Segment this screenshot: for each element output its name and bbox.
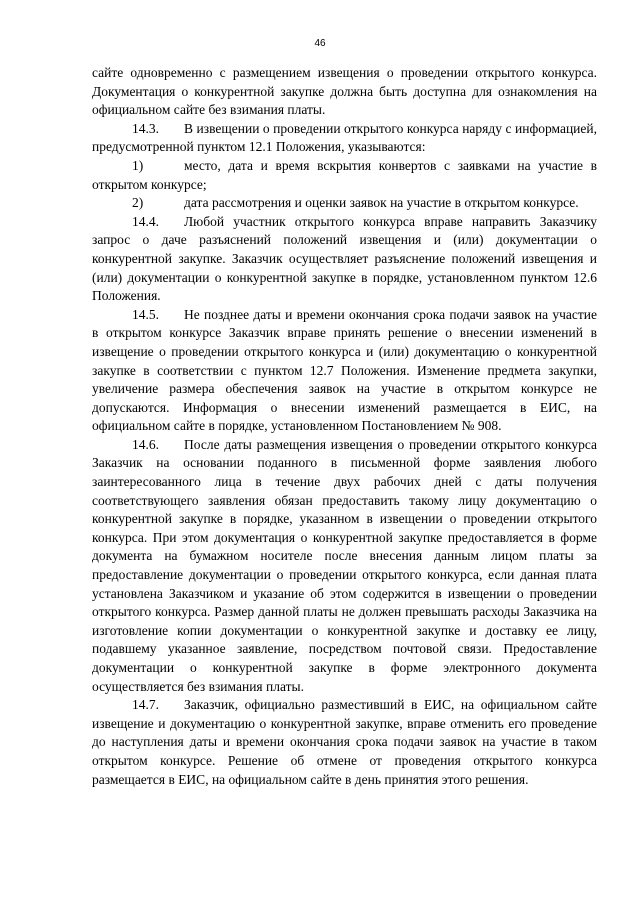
paragraph-14-4: [92, 213, 597, 306]
paragraph-text: Заказчик, официально разместивший в ЕИС, на официальном сайте извещение и документацию о конкурентной закупке, вправе отменить его проведение до наступления даты и времени окончания срока подачи заявок на участие в таком открытом конкурсе. Решение об отмене от проведения открытого конкурса размещается в ЕИС, на официальном сайте в день принятия этого решения.: [92, 697, 597, 787]
paragraph-text: Любой участник открытого конкурса вправе направить Заказчику запрос о даче разъяснений положений извещения и (или) документации о конкурентной закупке. Заказчик осуществляет разъяснение положений извещения и (или) документации о конкурентной закупке в порядке, установленном пунктом 12.6 Положения.: [92, 213, 597, 304]
paragraph-text: Не позднее даты и времени окончания срока подачи заявок на участие в открытом конкурсе Заказчик вправе принять решение о внесении изменений в извещение о проведении открытого конкурса и (или) документацию о конкурентной закупке в соответствии с пунктом 12.7 Положения. Изменение предмета закупки, увеличение размера обеспечения заявок на участие в открытом конкурсе не допускаются. Информация о внесении изменений размещается в ЕИС, на официальном сайте в порядке, установленном Постановлением № 908.: [92, 306, 597, 434]
paragraph-text: дата рассмотрения и оценки заявок на участие в открытом конкурсе.: [184, 195, 579, 211]
clause-number: 14.7.: [132, 697, 159, 713]
clause-number: 14.3.: [132, 120, 159, 136]
list-item-2: [92, 194, 597, 213]
clause-number: 14.5.: [132, 306, 159, 322]
list-number: 1): [132, 157, 144, 173]
paragraph-continuation: [92, 64, 597, 120]
clause-number: 14.6.: [132, 436, 159, 452]
paragraph-text: место, дата и время вскрытия конвертов с заявками на участие в открытом конкурсе;: [92, 157, 597, 192]
paragraph-text: После даты размещения извещения о проведении открытого конкурса Заказчик на основании поданного в письменной форме заявления любого заинтересованного лица в течение двух рабочих дней с даты получения соответствующего заявления обязан предоставить такому лицу документацию о конкурентной закупке в порядке, указанном в извещении о проведении открытого конкурса. При этом документация о конкурентной закупке предоставляется в форме документа на бумажном носителе после внесения данным лицом платы за предоставление документации о проведении открытого конкурса, если данная плата установлена Заказчиком и указание об этом содержится в извещении о проведении открытого конкурса. Размер данной платы не должен превышать расходы Заказчика на изготовление копии документации о конкурентной закупке и доставку ее лицу, подавшему указанное заявление, посредством почтовой связи. Предоставление документации о конкурентной закупке в форме электронного документа осуществляется без взимания платы.: [92, 436, 597, 694]
paragraph-14-6: [92, 436, 597, 696]
paragraph-14-5: [92, 306, 597, 436]
document-body: [92, 64, 597, 789]
page-number: 46: [314, 38, 326, 49]
list-item-1: [92, 157, 597, 194]
clause-number: 14.4.: [132, 213, 159, 229]
paragraph-14-3: [92, 120, 597, 157]
paragraph-text: В извещении о проведении открытого конкурса наряду с информацией, предусмотренной пунктом 12.1 Положения, указываются:: [92, 120, 597, 155]
list-number: 2): [132, 195, 144, 211]
paragraph-text: сайте одновременно с размещением извещения о проведении открытого конкурса. Документация о конкурентной закупке должна быть доступна для ознакомления на официальном сайте без взимания платы.: [92, 65, 597, 118]
paragraph-14-7: [92, 696, 597, 789]
